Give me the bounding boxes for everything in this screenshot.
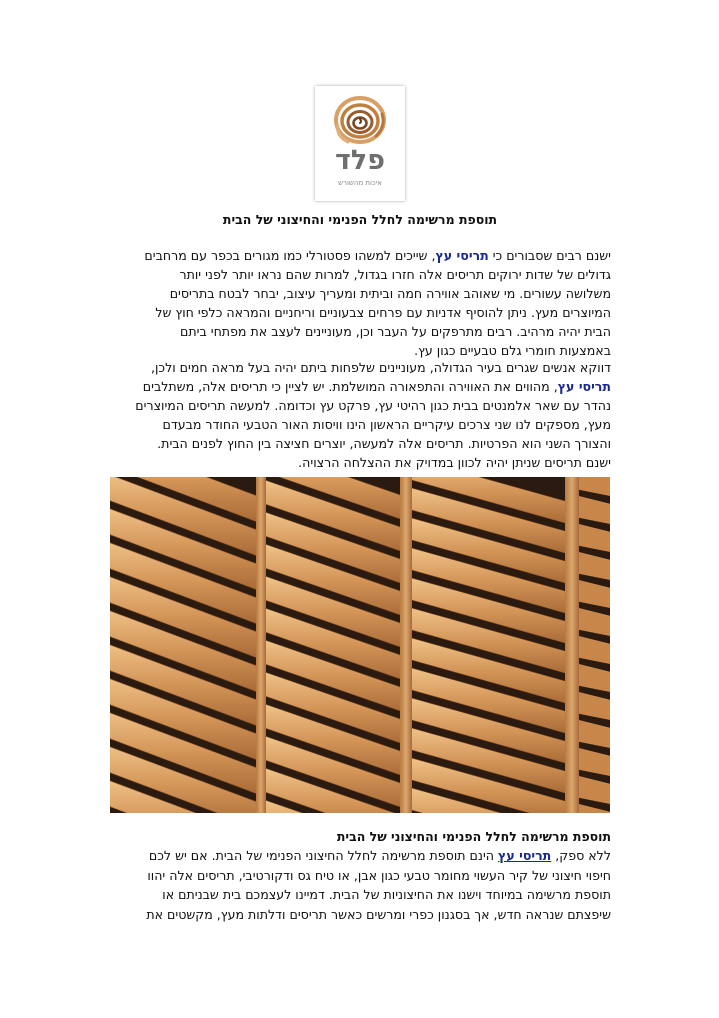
text-line: משלושה עשורים. מי שאוהב אווירה חמה וביתית ומעריך עיצוב, יבחר לבטח בתריסים xyxy=(169,286,611,301)
paragraph-intro xyxy=(108,246,611,360)
keyword-wood-shutters: תריסי עץ xyxy=(435,248,489,263)
text-fragment: , שייכים למשהו פסטורלי כמו מגורים בכפר עם מרחבים xyxy=(144,248,436,263)
paragraph-exterior xyxy=(108,846,611,924)
text-line: מעץ, מספקים לנו שני צרכים עיקריים הראשון הינו וויסות האור הטבעי החודר מבעדם xyxy=(162,417,611,432)
text-line: נהדר עם שאר אלמנטים בבית כגון רהיטי עץ, פרקט עץ וכדומה. למעשה תריסים המיוצרים xyxy=(135,398,611,413)
text-fragment: הינם תוספת מרשימה לחלל החיצוני הפנימי של הבית. אם יש לכם xyxy=(148,848,499,863)
text-line: חיפוי חיצוני של קיר העשוי מחומר טבעי כגון אבן, או טיח גס ודקורטיבי, תריסים אלה יהוו xyxy=(147,867,611,883)
text-line: ישנם תריסים שניתן יהיה לכוון במדויק את ההצלחה הרצויה. xyxy=(298,455,611,470)
shutter-stile xyxy=(565,477,579,813)
text-line: הבית יהיה מרהיב. רבים מתרפקים על העבר וכן, מעוניינים לעצב את מפתחי ביתם xyxy=(180,324,611,339)
shutters-illustration xyxy=(110,477,610,813)
link-wood-shutters[interactable]: תריסי עץ xyxy=(498,848,552,863)
text-line: והצורך השני הוא הפרטיות. תריסים אלה למעשה, יוצרים חציצה בין החוץ לפנים הבית. xyxy=(157,436,611,451)
text-line: גדולים של שדות ירוקים תריסים אלה חזרו בגדול, למרות שהם נראו יותר לפני יותר xyxy=(179,267,611,282)
text-line: באמצעות חומרי גלם טבעיים כגון עץ. xyxy=(414,343,611,358)
logo-name: פלד xyxy=(335,145,385,176)
text-line xyxy=(108,246,611,265)
section-title: תוספת מרשימה לחלל הפנימי והחיצוני של הבית xyxy=(222,212,498,227)
text-fragment: ישנם רבים שסבורים כי xyxy=(488,248,611,263)
text-fragment: ללא ספק, xyxy=(551,848,611,863)
text-line: שיפצתם שנראה חדש, אך בסגנון כפרי ומרשים כאשר תריסים ודלתות מעץ, מקשטים את xyxy=(146,906,611,922)
paragraph-city xyxy=(108,358,611,472)
text-line xyxy=(108,846,611,866)
keyword-wood-shutters: תריסי עץ xyxy=(557,379,611,394)
text-line xyxy=(108,377,611,396)
logo xyxy=(315,86,405,201)
logo-tagline: איכות מהשורש xyxy=(338,179,382,187)
text-fragment: , מהווים את האווירה והתפאורה המושלמת. יש לציין כי תריסים אלה, משתלבים xyxy=(142,379,558,394)
fingerprint-logo-icon xyxy=(315,86,405,148)
section-subtitle: תוספת מרשימה לחלל הפנימי והחיצוני של הבית xyxy=(336,829,611,844)
shutter-stile xyxy=(256,477,266,813)
text-line: המיוצרים מעץ. ניתן להוסיף אדניות עם פרחים צבעוניים וריחניים והמראה כלפי חוץ של xyxy=(155,305,611,320)
wooden-shutters-photo xyxy=(110,477,610,813)
text-line: דווקא אנשים שגרים בעיר הגדולה, מעוניינים שלפחות ביתם יהיה בעל מראה חמים ולכן, xyxy=(150,360,611,375)
text-line: תוספת מרשימה במיוחד וישנו את החיצוניות של הבית. דמיינו לעצמכם בית שבניתם או xyxy=(162,887,611,902)
shutter-stile xyxy=(400,477,412,813)
